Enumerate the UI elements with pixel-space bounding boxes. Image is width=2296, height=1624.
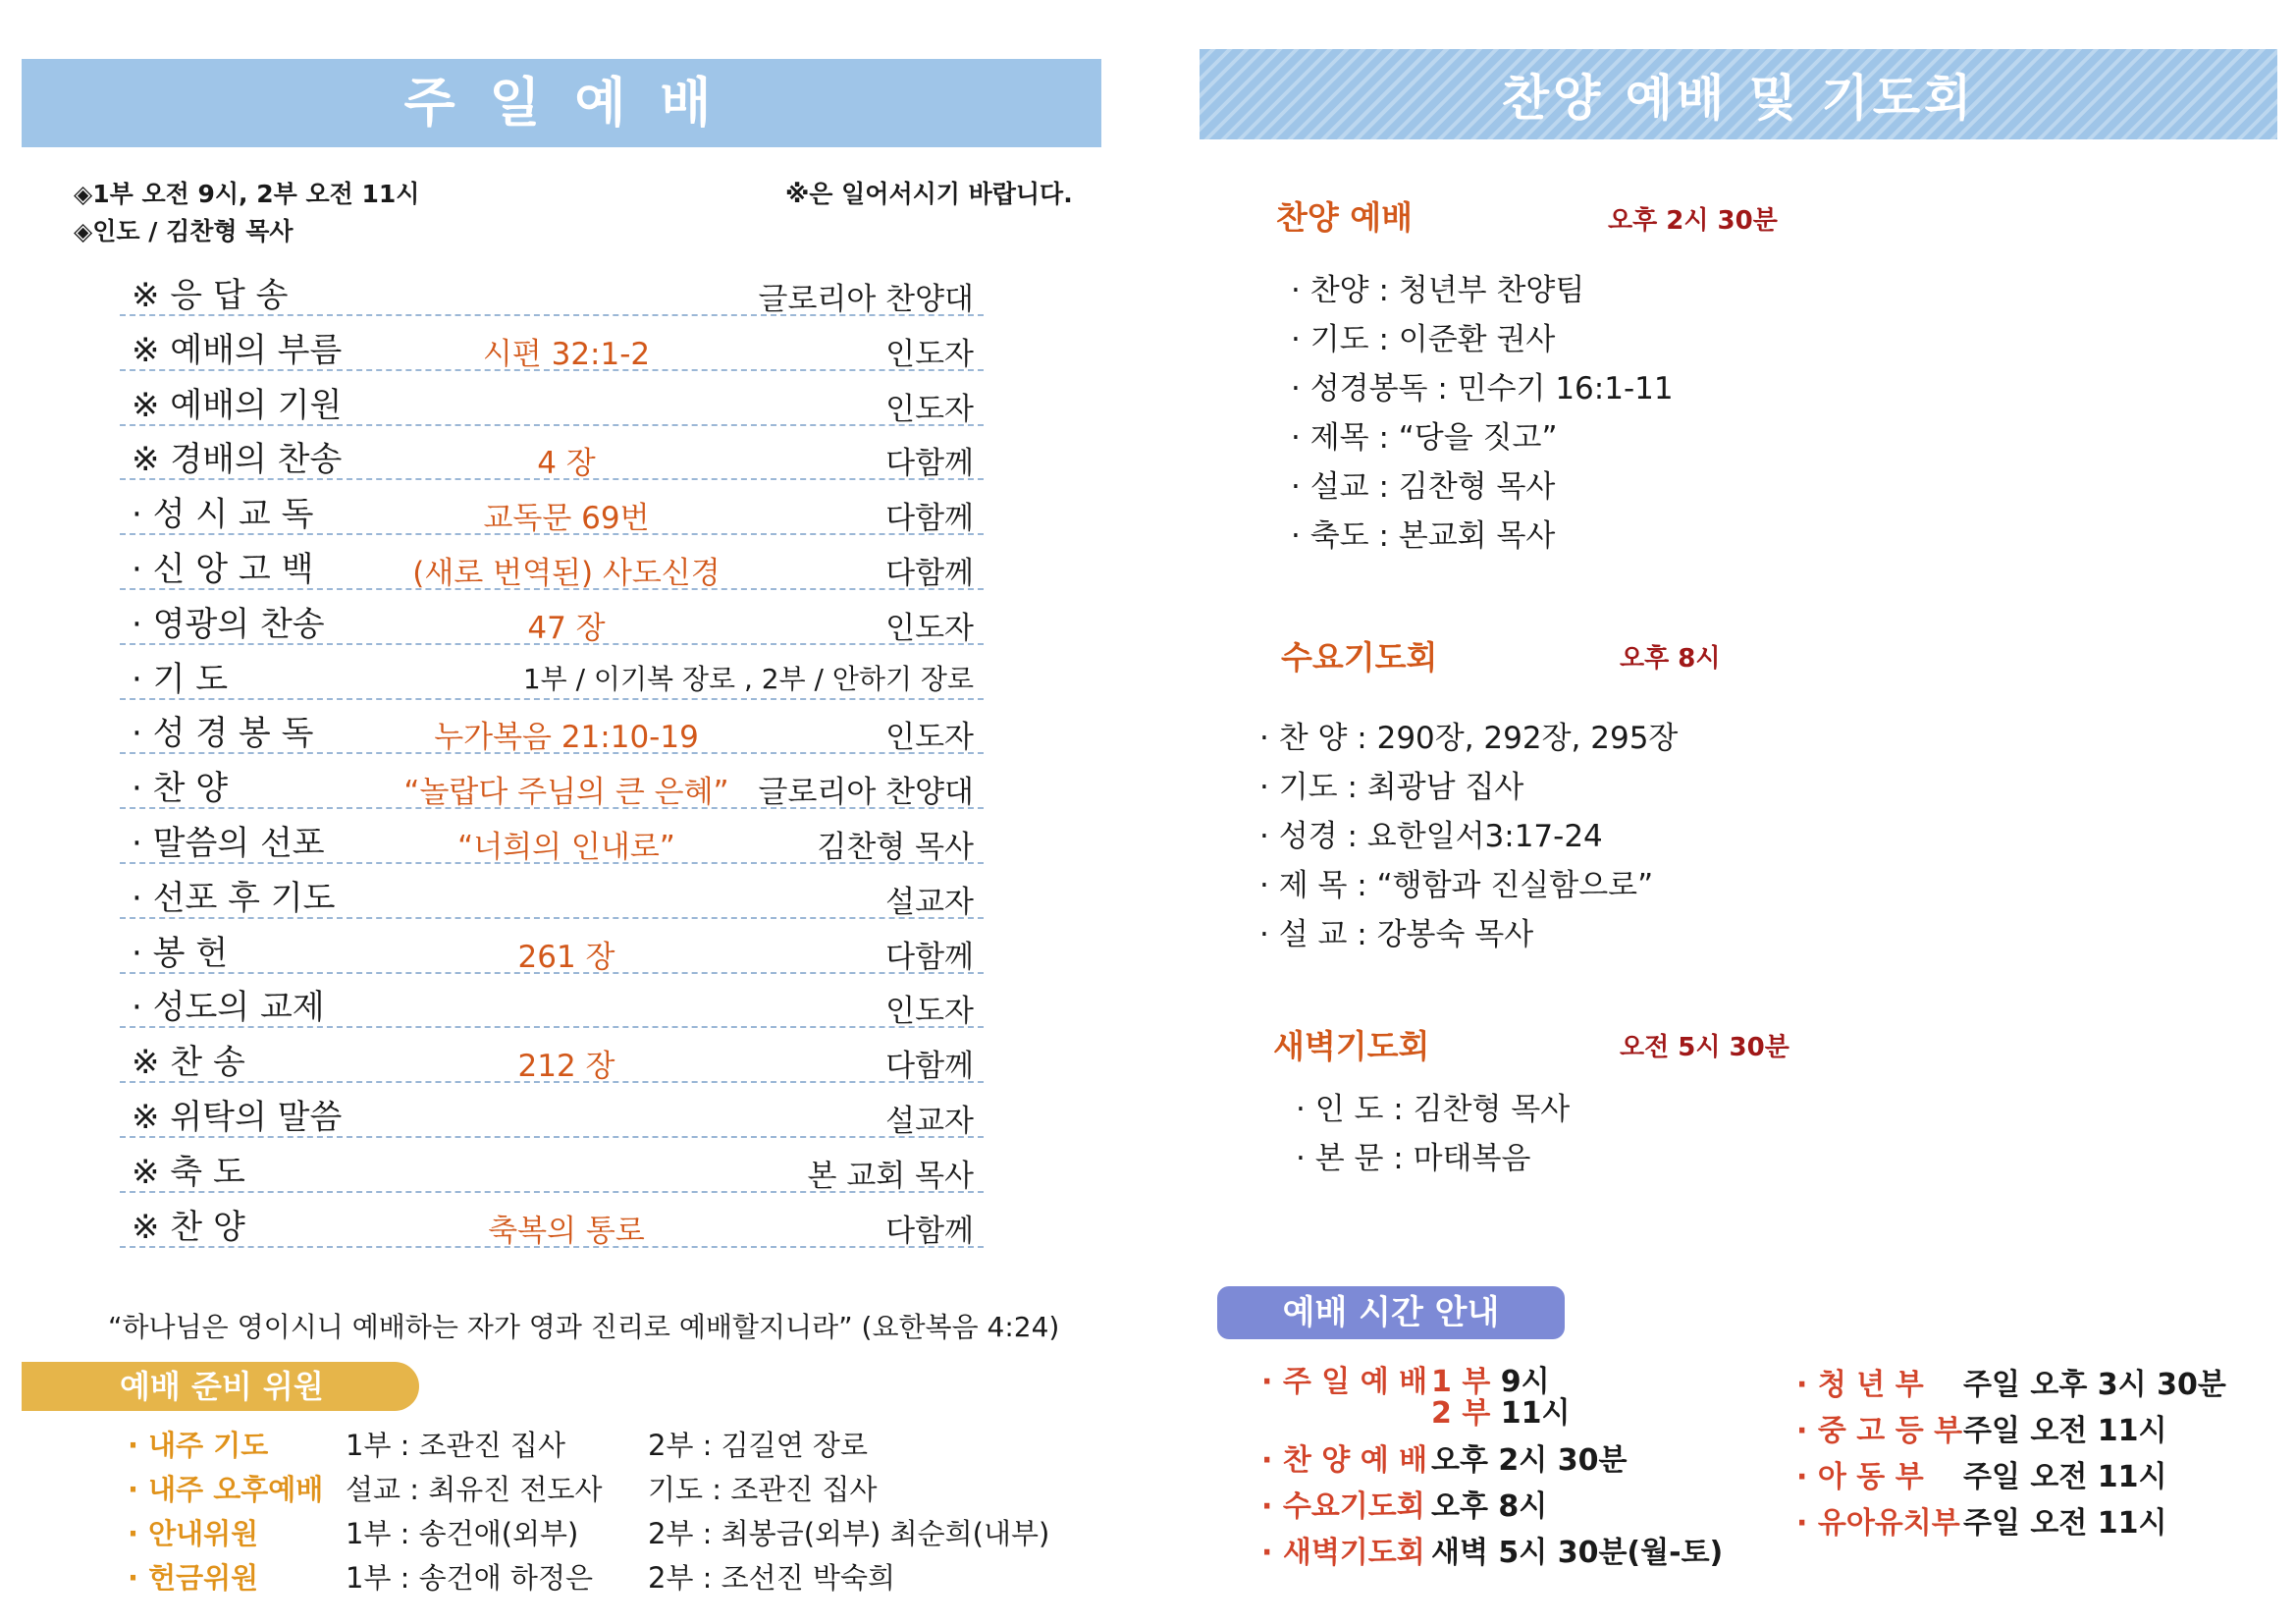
order-item-detail: 축복의 통로: [488, 1213, 645, 1249]
praise-service-title: 찬양 예배: [1276, 198, 1414, 237]
schedule-label: · 수요기도회: [1261, 1489, 1425, 1524]
committee-second: 2부 : 최봉금(외부) 최순희(내부): [648, 1517, 1050, 1550]
order-item-name: ※ 경배의 찬송: [132, 440, 343, 480]
leader-note: ◈인도 / 김찬형 목사: [74, 217, 294, 245]
committee-first: 1부 : 조관진 집사: [346, 1429, 565, 1462]
order-item-name: · 기 도: [132, 659, 229, 699]
schedule-detail-item: · 성경봉독 : 민수기 16:1-11: [1291, 371, 1674, 406]
committee-first: 1부 : 송건애 하정은: [346, 1561, 593, 1595]
order-item-detail: 261 장: [517, 939, 615, 975]
order-row: [120, 698, 984, 754]
order-row: [120, 1192, 984, 1248]
order-item-person: 글로리아 찬양대: [758, 282, 974, 317]
wednesday-prayer-title: 수요기도회: [1281, 638, 1438, 677]
order-row: [120, 1082, 984, 1138]
order-item-person: 설교자: [885, 1104, 974, 1139]
sunday-service-banner: 주 일 예 배: [22, 59, 1101, 147]
praise-service-banner-text: 찬양 예배 및 기도회: [1501, 70, 1976, 127]
order-row: [120, 753, 984, 809]
committee-label: · 헌금위원: [128, 1561, 259, 1595]
schedule-part-label: 1 부: [1431, 1365, 1501, 1399]
order-item-detail: 47 장: [527, 610, 606, 646]
schedule-detail-item: · 기도 : 이준환 권사: [1291, 322, 1556, 357]
order-item-name: · 성 시 교 독: [132, 495, 314, 535]
schedule-title: 예배 시간 안내: [1217, 1286, 1565, 1339]
order-item-person: 인도자: [885, 720, 974, 756]
order-item-person: 다함께: [885, 939, 974, 975]
schedule-value: [1431, 1388, 1570, 1432]
schedule-detail-item: · 기도 : 최광남 집사: [1259, 770, 1524, 805]
order-item-name: ※ 축 도: [132, 1152, 245, 1192]
schedule-detail-item: · 제목 : “당을 짓고”: [1291, 420, 1558, 456]
order-item-person: 인도자: [885, 610, 974, 646]
schedule-detail-item: · 설교 : 김찬형 목사: [1291, 469, 1556, 505]
order-item-name: ※ 예배의 기원: [132, 385, 343, 425]
scripture-verse: “하나님은 영이시니 예배하는 자가 영과 진리로 예배할지니라” (요한복음 4:24): [108, 1311, 1060, 1343]
order-item-person: 다함께: [885, 446, 974, 482]
order-row: [120, 863, 984, 919]
order-item-person: 설교자: [885, 884, 974, 920]
order-item-name: · 성 경 봉 독: [132, 714, 314, 754]
committee-second: 2부 : 조선진 박숙희: [648, 1561, 895, 1595]
schedule-detail-item: · 설 교 : 강봉숙 목사: [1259, 917, 1534, 952]
order-item-detail: (새로 번역된) 사도신경: [412, 556, 721, 591]
order-item-name: ※ 찬 양: [132, 1207, 245, 1247]
committee-title: 예배 준비 위원: [22, 1362, 419, 1411]
order-row: [120, 315, 984, 371]
schedule-label: · 주 일 예 배: [1261, 1365, 1428, 1399]
order-item-detail: 212 장: [517, 1049, 615, 1085]
order-item-person: 인도자: [885, 994, 974, 1030]
committee-second: 2부 : 김길연 장로: [648, 1429, 868, 1462]
schedule-value: 오후 2시 30분: [1431, 1443, 1628, 1478]
schedule-detail-item: · 찬 양 : 290장, 292장, 295장: [1259, 721, 1679, 756]
order-row: [120, 1027, 984, 1083]
order-item-name: · 선포 후 기도: [132, 878, 336, 918]
order-row: [120, 370, 984, 426]
order-item-person: 다함께: [885, 556, 974, 591]
wednesday-prayer-time: 오후 8시: [1620, 644, 1721, 674]
order-item-name: ※ 찬 송: [132, 1043, 245, 1083]
order-item-person: 김찬형 목사: [817, 830, 974, 865]
schedule-value: 주일 오전 11시: [1963, 1460, 2167, 1494]
order-row: [120, 972, 984, 1028]
order-item-name: ※ 예배의 부름: [132, 330, 343, 370]
order-row: [120, 260, 984, 316]
order-item-detail: 교독문 69번: [483, 501, 650, 537]
order-item-detail: “놀랍다 주님의 큰 은혜”: [403, 775, 729, 811]
order-item-person: 인도자: [885, 336, 974, 372]
committee-second: 기도 : 조관진 집사: [648, 1473, 878, 1506]
order-item-person: 1부 / 이기복 장로 , 2부 / 안하기 장로: [522, 662, 974, 695]
order-item-detail: 누가복음 21:10-19: [434, 720, 699, 756]
schedule-value: 오후 8시: [1431, 1489, 1548, 1524]
schedule-detail-item: · 찬양 : 청년부 찬양팀: [1291, 273, 1585, 308]
order-row: [120, 534, 984, 590]
order-item-name: · 찬 양: [132, 769, 229, 809]
order-item-person: 다함께: [885, 501, 974, 537]
order-item-name: · 영광의 찬송: [132, 604, 325, 644]
schedule-label: · 아 동 부: [1796, 1460, 1924, 1494]
schedule-label: · 유아유치부: [1796, 1506, 1960, 1541]
schedule-label: · 청 년 부: [1796, 1368, 1924, 1402]
order-item-person: 글로리아 찬양대: [758, 775, 974, 811]
schedule-detail-item: · 본 문 : 마태복음: [1296, 1141, 1531, 1176]
order-item-person: 본 교회 목사: [807, 1158, 974, 1194]
order-item-name: · 말씀의 선포: [132, 824, 325, 863]
committee-label: · 안내위원: [128, 1517, 259, 1550]
order-item-person: 인도자: [885, 391, 974, 427]
order-row: [120, 424, 984, 480]
order-row: [120, 589, 984, 645]
committee-first: 설교 : 최유진 전도사: [346, 1473, 603, 1506]
schedule-value: 새벽 5시 30분(월-토): [1431, 1536, 1724, 1570]
service-times-note: ◈1부 오전 9시, 2부 오전 11시: [74, 180, 420, 208]
committee-first: 1부 : 송건애(외부): [346, 1517, 579, 1550]
dawn-prayer-time: 오전 5시 30분: [1620, 1033, 1789, 1062]
order-item-detail: “너희의 인내로”: [457, 830, 675, 865]
schedule-value: 주일 오전 11시: [1963, 1506, 2167, 1541]
schedule-detail-item: · 축도 : 본교회 목사: [1291, 518, 1556, 554]
dawn-prayer-title: 새벽기도회: [1273, 1027, 1430, 1065]
order-row: [120, 1137, 984, 1193]
committee-label: · 내주 오후예배: [128, 1473, 324, 1506]
order-row: [120, 644, 984, 700]
schedule-detail-item: · 성경 : 요한일서3:17-24: [1259, 819, 1603, 854]
order-item-name: · 신 앙 고 백: [132, 550, 314, 589]
order-item-person: 다함께: [885, 1213, 974, 1249]
order-item-name: · 성도의 교제: [132, 988, 325, 1028]
schedule-value: 주일 오전 11시: [1963, 1414, 2167, 1448]
order-item-name: ※ 위탁의 말씀: [132, 1098, 343, 1137]
order-item-detail: 4 장: [537, 446, 596, 482]
order-item-name: ※ 응 답 송: [132, 276, 289, 315]
order-row: [120, 479, 984, 535]
schedule-label: · 새벽기도회: [1261, 1536, 1425, 1570]
order-item-detail: 시편 32:1-2: [482, 336, 651, 372]
schedule-label: · 찬 양 예 배: [1261, 1443, 1428, 1478]
schedule-part-label: 2 부: [1431, 1396, 1501, 1431]
schedule-detail-item: · 인 도 : 김찬형 목사: [1296, 1092, 1571, 1127]
order-row: [120, 918, 984, 974]
schedule-value: 주일 오후 3시 30분: [1963, 1368, 2226, 1402]
schedule-part-time: 9시: [1500, 1365, 1550, 1399]
praise-service-banner: [1200, 49, 2277, 139]
schedule-label: · 중 고 등 부: [1796, 1414, 1963, 1448]
order-item-person: 다함께: [885, 1049, 974, 1085]
schedule-part-time: 11시: [1500, 1396, 1571, 1431]
order-row: [120, 808, 984, 864]
stand-note: ※은 일어서시기 바랍니다.: [785, 180, 1073, 208]
order-item-name: · 봉 헌: [132, 933, 229, 973]
praise-service-time: 오후 2시 30분: [1608, 206, 1778, 236]
schedule-detail-item: · 제 목 : “행함과 진실함으로”: [1259, 868, 1654, 903]
committee-label: · 내주 기도: [128, 1429, 269, 1462]
